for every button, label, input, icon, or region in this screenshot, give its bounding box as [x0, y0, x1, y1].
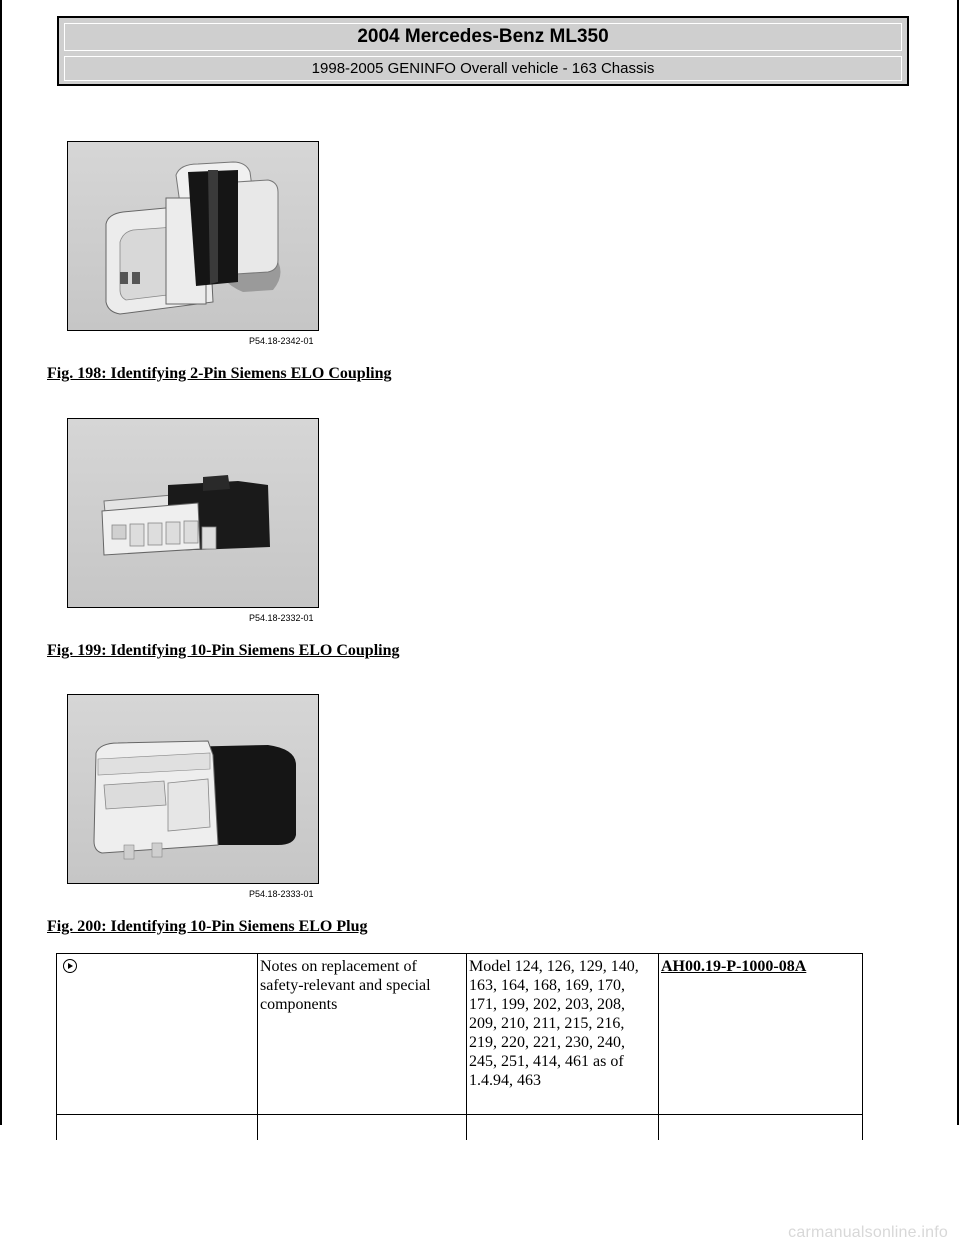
document-header: [57, 16, 909, 86]
figure-200-ref: P54.18-2333-01: [249, 889, 314, 899]
ten-pin-plug-illustration: [68, 695, 318, 883]
notes-reference-cell: [659, 954, 863, 1115]
table-row: [57, 954, 863, 1115]
figure-200-caption: Fig. 200: Identifying 10-Pin Siemens ELO Plug: [47, 918, 368, 935]
ten-pin-coupling-illustration: [68, 419, 318, 607]
figure-199-ref: P54.18-2332-01: [249, 613, 314, 623]
figure-198-image: [67, 141, 319, 331]
figure-199-caption: Fig. 199: Identifying 10-Pin Siemens ELO Coupling: [47, 642, 400, 659]
notes-icon-cell: [57, 954, 258, 1115]
figure-198-ref: P54.18-2342-01: [249, 336, 314, 346]
figure-200-image: [67, 694, 319, 884]
table-cell: [57, 1115, 258, 1141]
notes-title-cell: Notes on replacement of safety-relevant and special components: [258, 954, 467, 1115]
figure-199-image: [67, 418, 319, 608]
info-arrow-icon[interactable]: [63, 959, 77, 973]
table-row: [57, 1115, 863, 1141]
page-border-left: [0, 0, 2, 1125]
figure-198-caption: Fig. 198: Identifying 2-Pin Siemens ELO Coupling: [47, 365, 392, 382]
reference-link[interactable]: AH00.19-P-1000-08A: [661, 958, 807, 975]
table-cell: [467, 1115, 659, 1141]
notes-models-cell: Model 124, 126, 129, 140, 163, 164, 168, 169, 170, 171, 199, 202, 203, 208, 209, 210, 211, 215, 216, 219, 220, 221, 230, 240, 245, 251, 414, 461 as of 1.4.94, 463: [467, 954, 659, 1115]
page-border-right: [957, 0, 959, 1125]
header-title: 2004 Mercedes-Benz ML350: [357, 26, 609, 47]
two-pin-coupling-illustration: [68, 142, 318, 330]
header-subtitle: 1998-2005 GENINFO Overall vehicle - 163 Chassis: [311, 60, 655, 77]
table-cell: [258, 1115, 467, 1141]
table-cell: [659, 1115, 863, 1141]
watermark: carmanualsonline.info: [788, 1224, 948, 1241]
notes-table: [56, 953, 863, 1140]
